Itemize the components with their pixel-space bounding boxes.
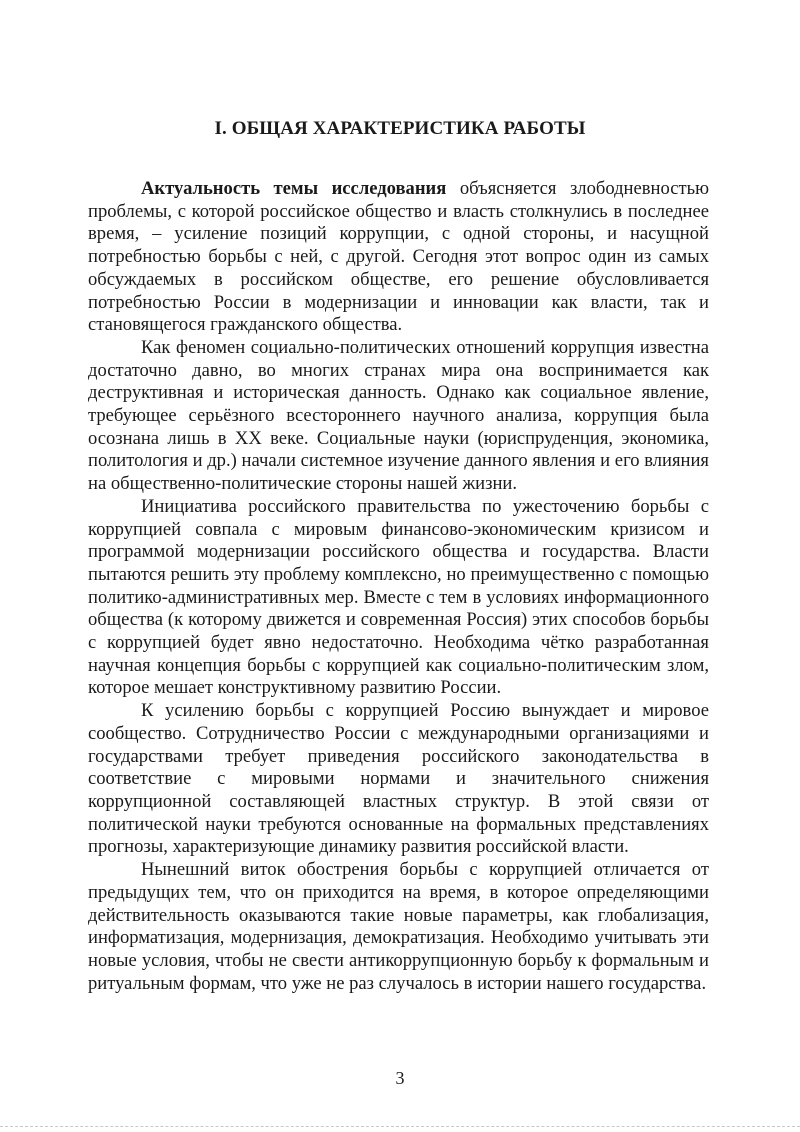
paragraph-text: Инициатива российского правительства по ужесточению борьбы с коррупцией совпала с мировым финансово-экономическим кризисом и программой модернизации российского общества и государства. Власти пытаются решить эту проблему комплексно, но преимущественно с помощью политико-административных мер. Вместе с тем в условиях информационного общества (к которому движется и современная Россия) этих способов борьбы с коррупцией будет явно недостаточно. Необходима чётко разработанная научная концепция борьбы с коррупцией как социально-политическим злом, которое мешает конструктивному развитию России. xyxy=(88,495,709,699)
page-number: 3 xyxy=(395,1068,405,1088)
paragraph-text: Нынешний виток обострения борьбы с коррупцией отличается от предыдущих тем, что он приходится на время, в которое определяющими действительность оказываются такие новые параметры, как глобализация, информатизация, модернизация, демократизация. Необходимо учитывать эти новые условия, чтобы не свести антикоррупционную борьбу к формальным и ритуальным формам, что уже не раз случалось в истории нашего государства. xyxy=(88,859,709,994)
paragraph xyxy=(88,337,709,496)
scan-edge-divider xyxy=(0,1126,800,1127)
paragraph-text: К усилению борьбы с коррупцией Россию вынуждает и мировое сообщество. Сотрудничество России с международными организациями и государствами требует приведения российского законодательства в соответствие с мировыми нормами и значительного снижения коррупционной составляющей властных структур. В этой связи от политической науки требуются основанные на формальных представлениях прогнозы, характеризующие динамику развития российской власти. xyxy=(88,700,709,858)
paragraph xyxy=(88,700,709,859)
paragraph xyxy=(88,859,709,995)
paragraph xyxy=(88,496,709,700)
paragraph xyxy=(88,178,709,337)
section-heading: I. ОБЩАЯ ХАРАКТЕРИСТИКА РАБОТЫ xyxy=(214,118,586,139)
paragraph-text: Как феномен социально-политических отношений коррупция известна достаточно давно, во многих странах мира она воспринимается как деструктивная и историческая данность. Однако как социальное явление, требующее серьёзного всестороннего научного анализа, коррупция была осознана лишь в XX веке. Социальные науки (юриспруденция, экономика, политология и др.) начали системное изучение данного явления и его влияния на общественно-политические стороны нашей жизни. xyxy=(88,336,709,495)
paragraph-lead-bold: Актуальность темы исследования xyxy=(141,178,447,199)
body-text xyxy=(88,178,709,995)
paragraph-text: объясняется злободневностью проблемы, с которой российское общество и власть столкнулись в последнее время, – усиление позиций коррупции, с одной стороны, и насущной потребностью борьбы с ней, с другой. Сегодня этот вопрос один из самых обсуждаемых в российском обществе, его решение обусловливается потребностью России в модернизации и инновации как власти, так и становящегося гражданского общества. xyxy=(88,178,709,336)
